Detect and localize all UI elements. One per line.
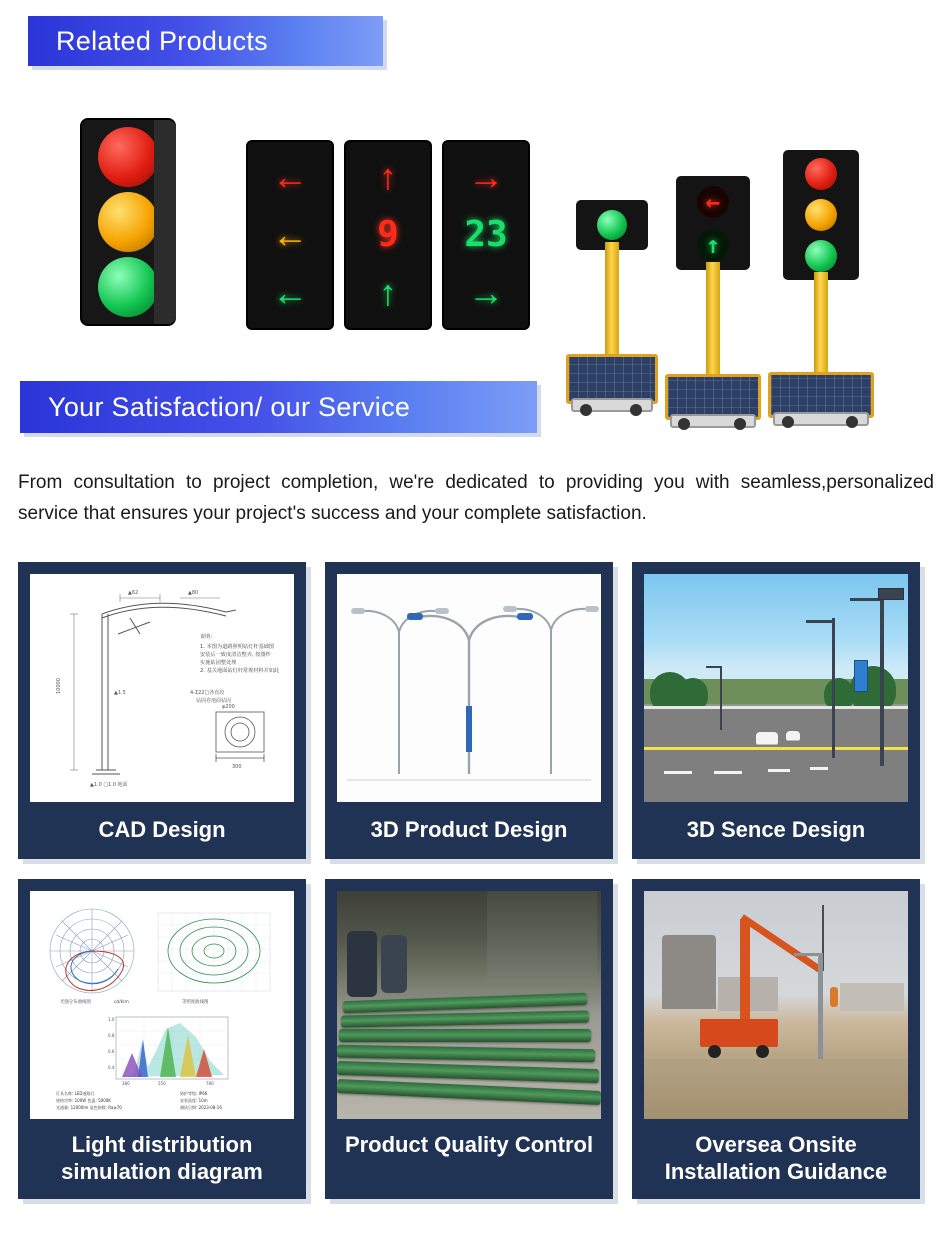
pole-stack <box>337 1045 595 1063</box>
lamp-yellow-icon <box>805 199 837 231</box>
3d-poles-svg <box>337 574 601 802</box>
building <box>840 983 904 1011</box>
svg-text:380: 380 <box>122 1081 130 1086</box>
road-center-line <box>644 747 908 750</box>
svg-text:10000: 10000 <box>56 678 62 694</box>
road-dash <box>714 771 742 774</box>
card-title-3d-sence-design: 3D Sence Design <box>686 817 866 842</box>
service-description-paragraph: From consultation to project completion, we're dedicated to providing you with seamless,personalized service that ensures your project's success and your complete satisfaction. <box>18 472 934 524</box>
section-banner-related-products <box>28 16 383 66</box>
svg-text:▲1.5: ▲1.5 <box>114 690 126 696</box>
service-card-3d-product-design <box>325 562 613 859</box>
truck-wheel <box>708 1045 721 1058</box>
up-arrow-green-icon: ↑ <box>379 272 397 313</box>
crane-boom <box>740 914 824 973</box>
road-surface <box>644 706 908 802</box>
product-image-solar-mobile-signal-three-aspect <box>766 150 876 420</box>
worker <box>830 987 838 1007</box>
svg-text:实施钻固整处理: 实施钻固整处理 <box>200 660 237 666</box>
street-lamp-arm <box>706 666 722 668</box>
product-image-three-aspect-round-traffic-light <box>80 118 176 326</box>
left-arrow-green-icon: ← <box>272 272 308 313</box>
cart-wheel <box>782 416 794 428</box>
street-lamp-pole <box>720 666 722 730</box>
card-media-3d-poles <box>337 574 601 802</box>
card-media-factory-photo <box>337 891 601 1119</box>
countdown-digit-red: 9 <box>377 214 399 255</box>
installed-pole <box>818 953 823 1071</box>
product-image-arrow-signal-left <box>246 140 334 330</box>
svg-text:▲80: ▲80 <box>188 590 199 596</box>
road-dash <box>664 771 692 774</box>
right-arrow-red-icon: → <box>468 156 504 197</box>
truck-wheel <box>756 1045 769 1058</box>
svg-text:1.0: 1.0 <box>108 1017 115 1022</box>
car <box>786 731 800 740</box>
lamp-green-icon <box>597 210 627 240</box>
banner-title-service: Your Satisfaction/ our Service <box>48 391 411 422</box>
cart-wheel <box>678 418 690 430</box>
card-title-cad-design: CAD Design <box>98 817 226 842</box>
svg-text:0.6: 0.6 <box>108 1049 115 1054</box>
product-image-countdown-signal-right <box>442 140 530 330</box>
svg-text:300: 300 <box>232 764 242 770</box>
svg-text:550: 550 <box>158 1081 166 1086</box>
svg-text:灯具名称: LED道路灯: 灯具名称: LED道路灯 <box>56 1091 95 1096</box>
crane-truck <box>700 1019 778 1047</box>
solar-panel <box>566 354 658 404</box>
up-arrow-red-icon: ↑ <box>379 156 397 197</box>
right-arrow-green-icon: → <box>468 272 504 313</box>
service-cards-grid <box>18 562 932 1199</box>
street-lamp-pole <box>832 618 835 758</box>
crane-mast <box>740 919 750 1029</box>
overhead-sign <box>878 588 904 600</box>
service-card-oversea-onsite-installation <box>632 879 920 1199</box>
countdown-signal-housing-right <box>442 140 530 330</box>
solar-signal-pole <box>706 262 720 374</box>
pole-stack <box>339 1029 591 1042</box>
card-title-product-quality-control: Product Quality Control <box>344 1132 594 1157</box>
car <box>756 732 778 744</box>
svg-text:安装后一致度清洁整齐, 按图纱: 安装后一致度清洁整齐, 按图纱 <box>200 652 271 658</box>
related-products-image-strip <box>0 80 950 355</box>
svg-text:光强分布曲线图: 光强分布曲线图 <box>60 1000 91 1005</box>
card-title-light-distribution: Light distribution simulation diagram <box>61 1132 263 1184</box>
light-distribution-svg <box>30 891 294 1119</box>
service-card-3d-sence-design <box>632 562 920 859</box>
lamp-yellow-icon <box>98 192 158 252</box>
cad-drawing-svg <box>30 574 294 802</box>
left-arrow-yellow-icon: ← <box>272 214 308 255</box>
worker <box>381 935 407 993</box>
street-lamp-arm <box>806 620 834 623</box>
svg-text:等照度曲线图: 等照度曲线图 <box>182 1000 209 1005</box>
lamp-green-icon <box>805 240 837 272</box>
svg-text:780: 780 <box>206 1081 214 1086</box>
product-image-solar-mobile-signal-single <box>566 200 658 420</box>
lamp-red-icon <box>98 127 158 187</box>
svg-text:说明:: 说明: <box>200 634 213 640</box>
lamp-red-icon <box>805 158 837 190</box>
svg-text:▲62: ▲62 <box>128 590 139 596</box>
up-arrow-green-icon: ↑ <box>697 229 729 261</box>
road-dash <box>768 769 790 772</box>
countdown-signal-housing <box>344 140 432 330</box>
svg-text:0.4: 0.4 <box>108 1065 115 1070</box>
product-image-countdown-signal-straight <box>344 140 432 330</box>
factory-wall <box>487 891 597 983</box>
card-media-street-scene <box>644 574 908 802</box>
banner-title-related-products: Related Products <box>56 25 268 56</box>
road-dash <box>810 767 828 770</box>
section-banner-service <box>20 381 537 433</box>
pole-stack <box>337 1079 601 1105</box>
pole-stack <box>343 993 587 1014</box>
billboard <box>854 660 868 692</box>
service-card-light-distribution <box>18 879 306 1199</box>
solar-signal-head <box>676 176 750 270</box>
cart-wheel <box>734 418 746 430</box>
svg-text:1. 本图为道路照明钻灯杆基础图: 1. 本图为道路照明钻灯杆基础图 <box>200 644 275 650</box>
svg-text:0.8: 0.8 <box>108 1033 115 1038</box>
svg-text:安装高度: 10m: 安装高度: 10m <box>180 1098 208 1103</box>
street-lamp-pole <box>880 596 884 766</box>
svg-text:4-Σ22□各直段: 4-Σ22□各直段 <box>190 690 225 696</box>
card-media-onsite-photo <box>644 891 908 1119</box>
cart-wheel <box>846 416 858 428</box>
left-arrow-red-icon: ← <box>697 186 729 218</box>
card-title-oversea-onsite-installation: Oversea Onsite Installation Guidance <box>664 1132 888 1184</box>
cart-wheel <box>630 404 642 416</box>
installed-pole-arm <box>794 953 822 956</box>
pole-stack <box>341 1010 589 1027</box>
service-card-product-quality-control <box>325 879 613 1199</box>
svg-text:cd/klm: cd/klm <box>114 1000 129 1005</box>
svg-text:规格功率: 100W 色温: 5000K: 规格功率: 100W 色温: 5000K <box>56 1098 111 1103</box>
svg-text:测试日期: 2023-08-16: 测试日期: 2023-08-16 <box>180 1105 222 1110</box>
svg-text:光通量: 12000lm 显色指数: Ra≥70: 光通量: 12000lm 显色指数: Ra≥70 <box>56 1105 122 1110</box>
arrow-signal-housing <box>246 140 334 330</box>
card-media-light-distribution-chart <box>30 891 294 1119</box>
solar-signal-pole <box>605 242 619 354</box>
svg-text:▲1.0 □1.0 地面: ▲1.0 □1.0 地面 <box>90 782 128 788</box>
traffic-light-backboard <box>154 120 176 324</box>
card-title-3d-product-design: 3D Product Design <box>370 817 568 842</box>
solar-signal-head <box>783 150 859 280</box>
pole-stack <box>337 1061 599 1083</box>
worker <box>347 931 377 997</box>
svg-text:钻固卷地面钻固: 钻固卷地面钻固 <box>196 698 232 704</box>
product-image-solar-mobile-signal-two-aspect <box>664 176 762 420</box>
svg-text:φ200: φ200 <box>222 704 235 710</box>
solar-signal-pole <box>814 272 828 372</box>
left-arrow-red-icon: ← <box>272 156 308 197</box>
ground <box>644 1059 908 1119</box>
service-card-cad-design <box>18 562 306 859</box>
svg-text:2. 基关地面钻灯杆常规材料并如此: 2. 基关地面钻灯杆常规材料并如此 <box>200 668 280 674</box>
silo <box>662 935 716 1009</box>
lamp-green-icon <box>98 257 158 317</box>
cart-wheel <box>580 404 592 416</box>
card-media-cad-drawing <box>30 574 294 802</box>
svg-text:防护等级: IP66: 防护等级: IP66 <box>180 1091 208 1096</box>
countdown-digit-green: 23 <box>464 214 508 255</box>
